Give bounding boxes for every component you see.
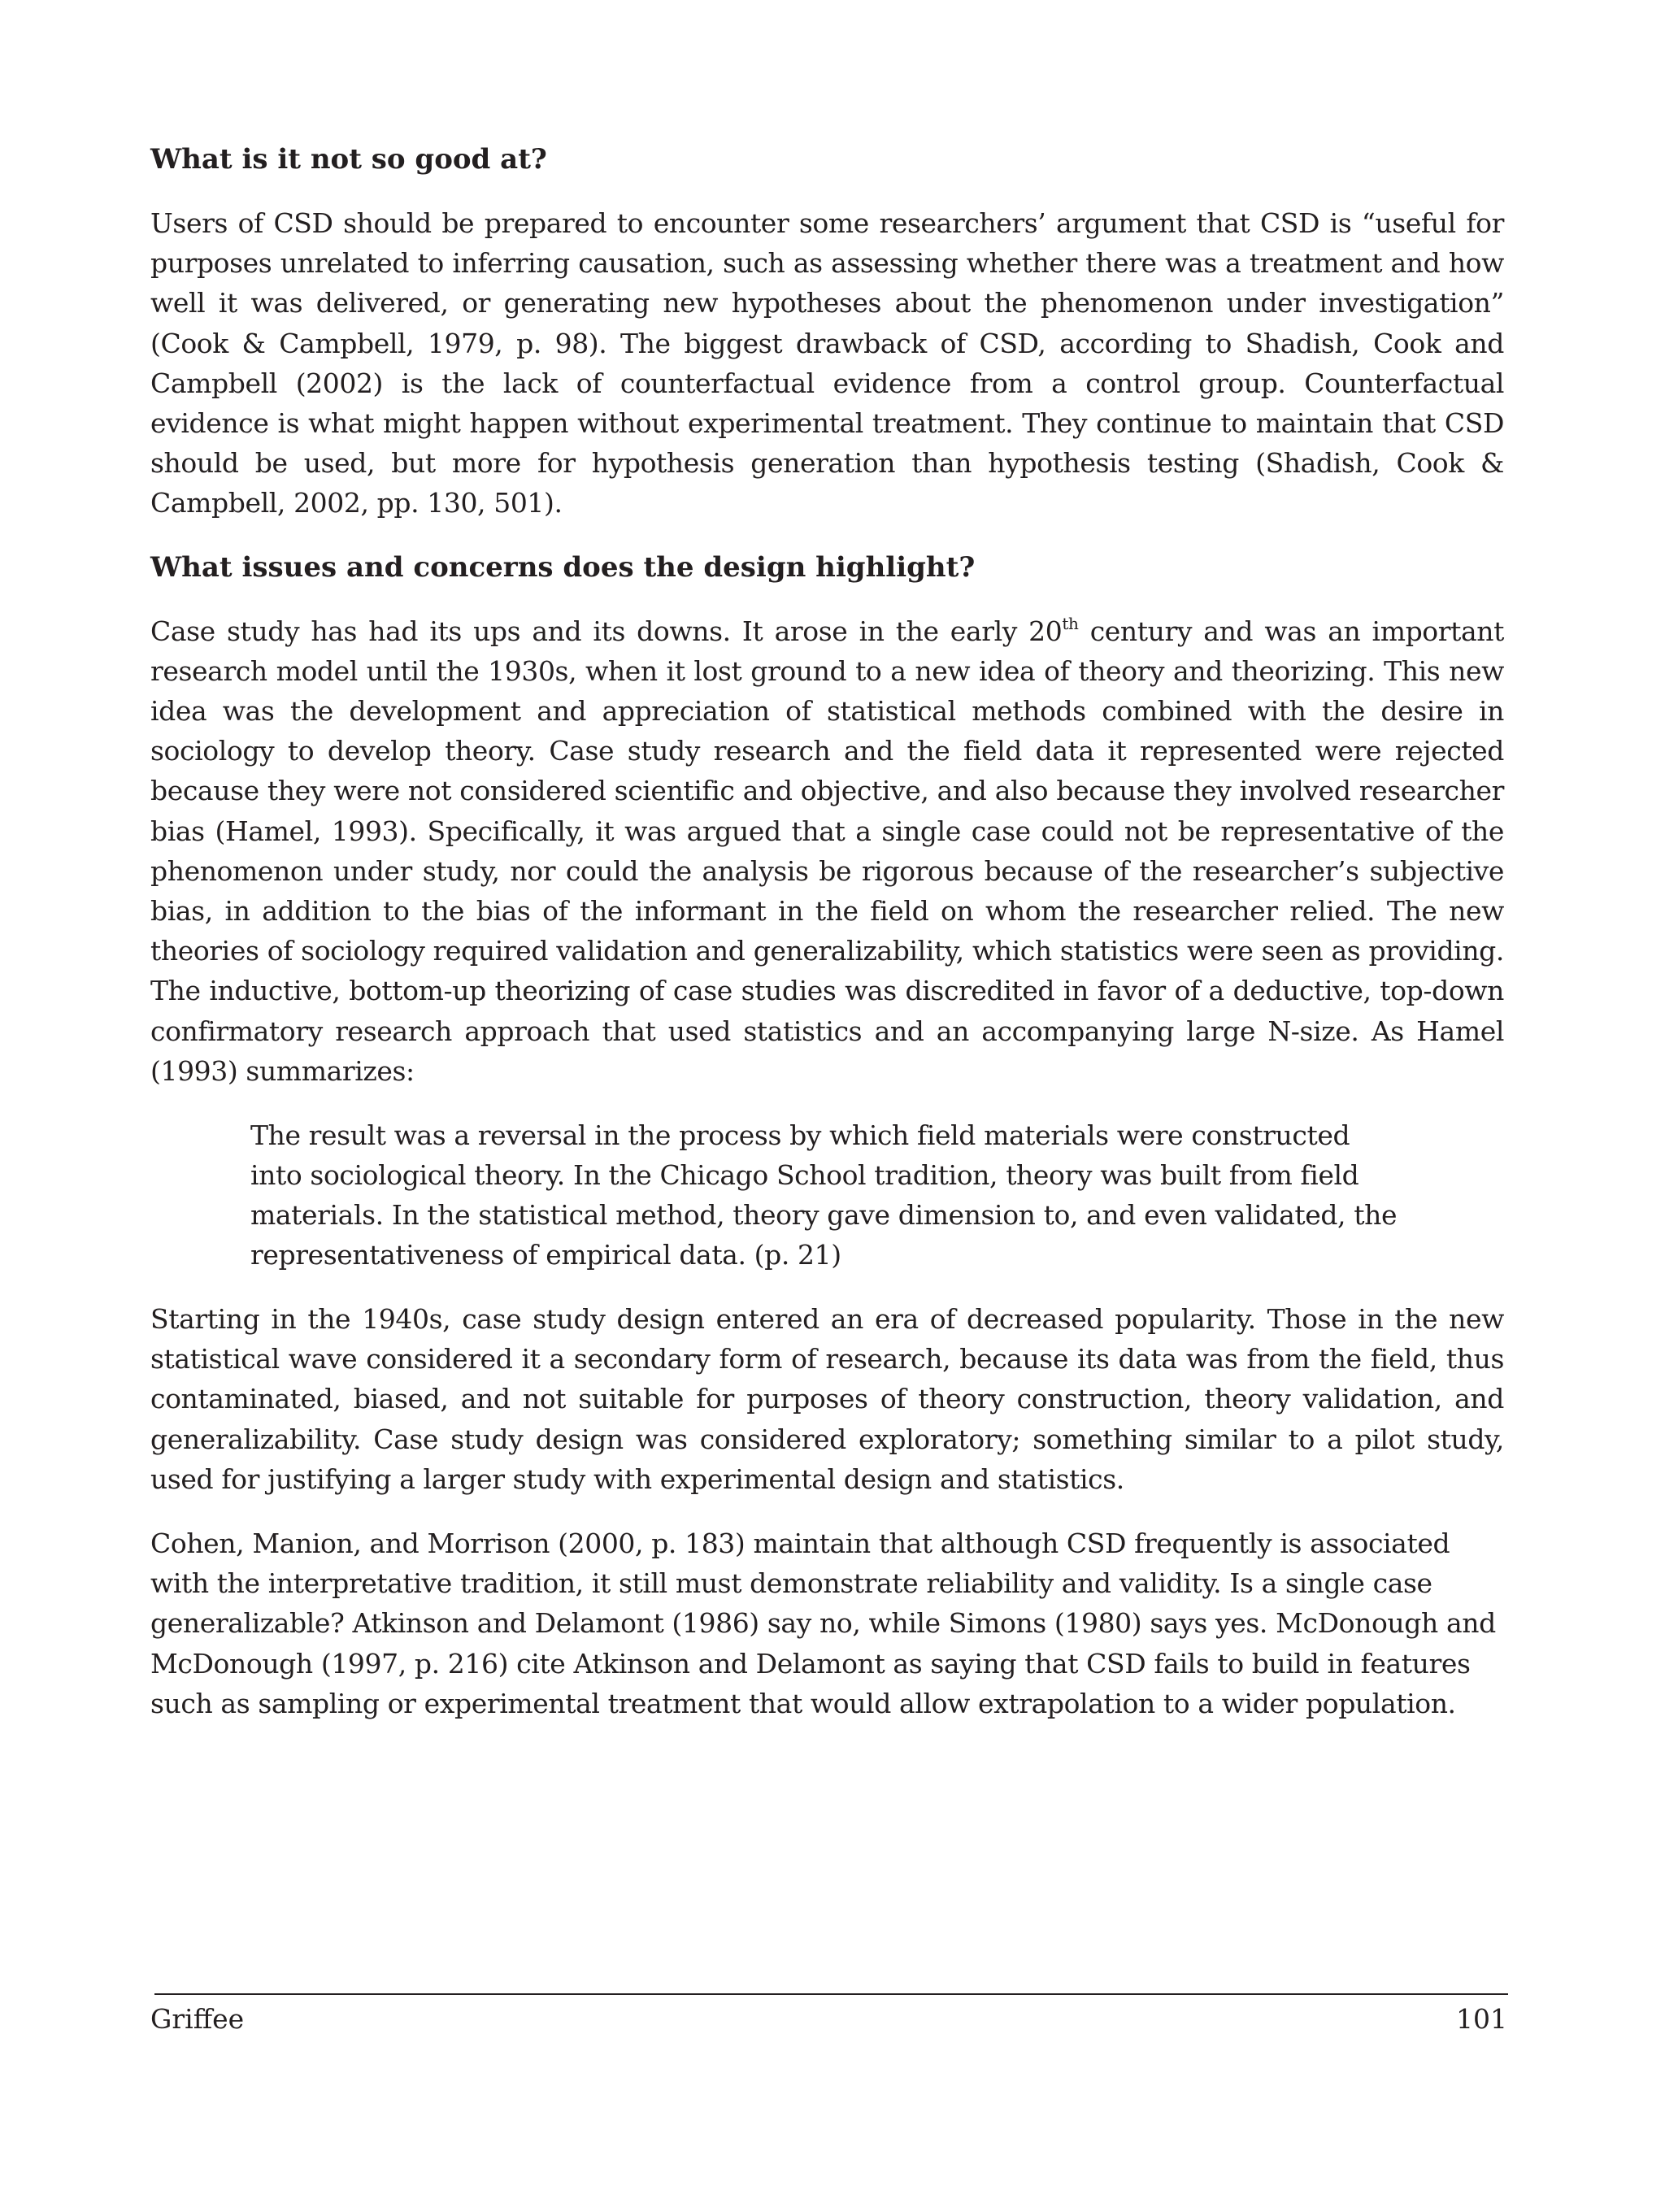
block-quote: The result was a reversal in the process by which field materials were constructed into sociological theory. In the Chicago School tradition, theory was built from field materials. In the statistical method, theory gave dimension to, and even validated, the representativeness of empirical data. (p. 21) [250, 1119, 1398, 1271]
paragraph-weaknesses: Users of CSD should be prepared to encounter some researchers’ argument that CSD is “useful for purposes unrelated to inferring causation, such as assessing whether there was a treatment and how well it was delivered, or generating new hypotheses about the phenomenon under investigation” (Cook & Campbell, 1979, p. 98). The biggest drawback of CSD, according to Shadish, Cook and Campbell (2002) is the lack of counterfactual evidence from a control group. Counterfactual evidence is what might happen without experimental treatment. They continue to maintain that CSD should be used, but more for hypothesis generation than hypothesis testing (Shadish, Cook & Campbell, 2002, pp. 130, 501). [150, 207, 1504, 519]
section-heading-weaknesses: What is it not so good at? [150, 143, 547, 176]
footer-author: Griffee [150, 2003, 245, 2035]
section-heading-issues: What issues and concerns does the design highlight? [150, 550, 976, 584]
paragraph-generalizability: Cohen, Manion, and Morrison (2000, p. 183) maintain that although CSD frequently is associated with the interpretative tradition, it still must demonstrate reliability and validity. Is a single case generalizable? Atkinson and Delamont (1986) say no, while Simons (1980) says yes. McDonough and McDonough (1997, p. 216) cite Atkinson and Delamont as saying that CSD fails to build in features such as sampling or experimental treatment that would allow extrapolation to a wider population. [150, 1528, 1496, 1719]
paragraph-history [150, 611, 1504, 1091]
page-body [150, 140, 1504, 1748]
footer-divider [154, 1993, 1508, 1995]
ordinal-superscript: th [1062, 613, 1079, 633]
footer-page-number: 101 [1456, 2003, 1507, 2035]
paragraph-history-part2: century and was an important research model until the 1930s, when it lost ground to a new idea of theory and theorizing. This new idea was the development and appreciation of statistical methods combined with the desire in sociology to develop theory. Case study research and the field data it represented were rejected because they were not considered scientific and objective, and also because they involved researcher bias (Hamel, 1993). Specifically, it was argued that a single case could not be representative of the phenomenon under study, nor could the analysis be rigorous because of the researcher’s subjective bias, in addition to the bias of the informant in the field on whom the researcher relied. The new theories of sociology required validation and generalizability, which statistics were seen as providing. The inductive, bottom-up theorizing of case studies was discredited in favor of a deductive, top-down confirmatory research approach that used statistics and an accompanying large N-size. As Hamel (1993) summarizes: [150, 615, 1505, 1087]
paragraph-history-part1: Case study has had its ups and its downs. It arose in the early 20 [150, 615, 1063, 647]
paragraph-decline: Starting in the 1940s, case study design entered an era of decreased popularity. Those in the new statistical wave considered it a secondary form of research, because its data was from the field, thus contaminated, biased, and not suitable for purposes of theory construction, theory validation, and generalizability. Case study design was considered exploratory; something similar to a pilot study, used for justifying a larger study with experimental design and statistics. [150, 1303, 1504, 1495]
